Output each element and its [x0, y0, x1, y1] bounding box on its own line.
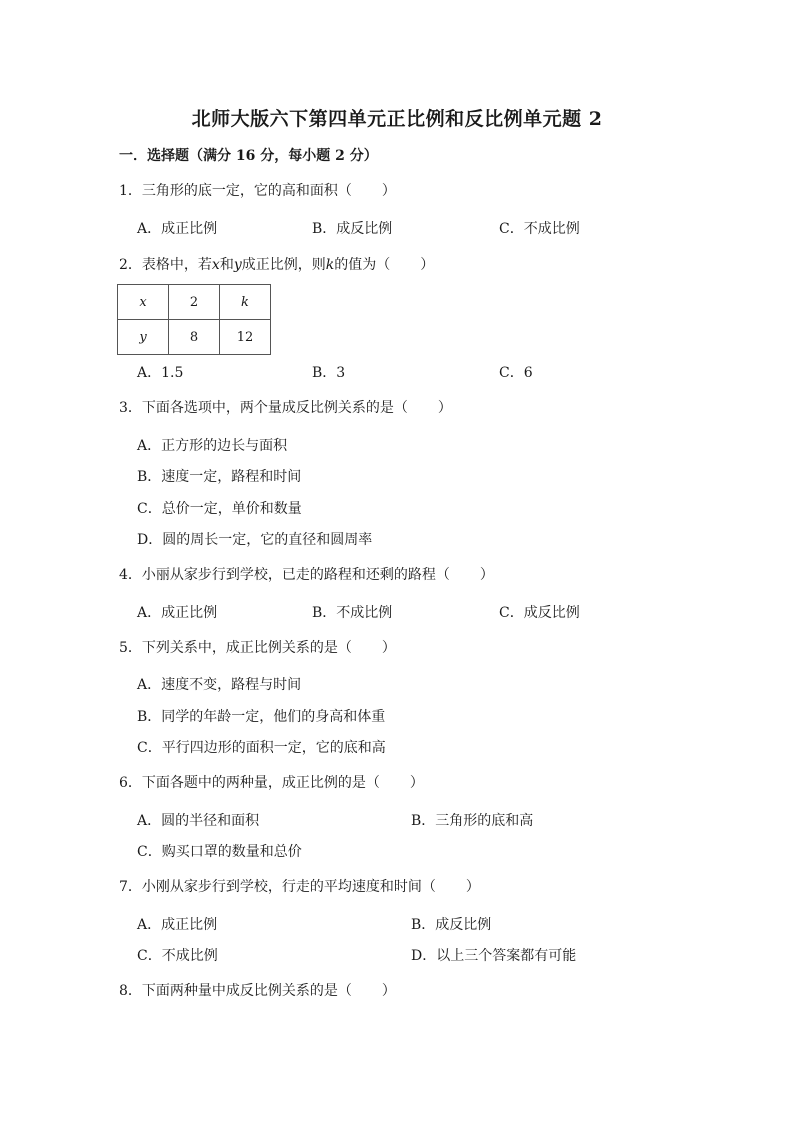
var-x: x [211, 257, 220, 273]
question-2-post: 的值为（ [334, 257, 391, 273]
question-2-table [117, 284, 271, 355]
table-cell: k [220, 285, 271, 320]
question-7-close: ） [465, 879, 480, 895]
question-6-option-b: B．三角形的底和高 [411, 813, 534, 829]
question-5-option-c: C．平行四边形的面积一定，它的底和高 [137, 740, 386, 756]
question-2-option-c: C．6 [499, 365, 533, 381]
question-3-option-c: C．总价一定，单价和数量 [137, 501, 302, 517]
question-7-option-a: A．成正比例 [137, 917, 218, 933]
question-8 [119, 980, 396, 1000]
question-5 [119, 637, 396, 657]
page-title: 北师大版六下第四单元正比例和反比例单元题 2 [191, 108, 603, 130]
question-4-option-a: A．成正比例 [137, 605, 218, 621]
question-2 [119, 254, 434, 274]
question-7-text: 7．小刚从家步行到学校，行走的平均速度和时间（ [119, 879, 436, 895]
question-5-close: ） [381, 640, 396, 656]
question-2-option-b: B．3 [312, 365, 346, 381]
var-y: y [233, 257, 242, 273]
question-2-close: ） [420, 257, 435, 273]
question-1-option-c: C．不成比例 [499, 221, 580, 237]
var-k: k [325, 257, 335, 273]
question-7-option-b: B．成反比例 [411, 917, 492, 933]
question-6-option-a: A．圆的半径和面积 [137, 813, 260, 829]
table-row [118, 285, 271, 320]
question-4-close: ） [479, 567, 494, 583]
question-6-close: ） [409, 775, 424, 791]
question-8-close: ） [381, 983, 396, 999]
question-2-mid: 成正比例，则 [241, 257, 326, 273]
question-1-option-a: A．成正比例 [137, 221, 218, 237]
question-3-option-a: A．正方形的边长与面积 [137, 438, 288, 454]
question-2-pre: 2．表格中，若 [119, 257, 212, 273]
question-1-option-b: B．成反比例 [312, 221, 393, 237]
table-row [118, 320, 271, 355]
question-5-option-a: A．速度不变，路程与时间 [137, 677, 302, 693]
question-6-option-c: C．购买口罩的数量和总价 [137, 844, 302, 860]
question-4-option-b: B．不成比例 [312, 605, 393, 621]
table-cell: 12 [220, 320, 271, 355]
table-cell: y [118, 320, 169, 355]
table-cell: 8 [169, 320, 220, 355]
question-8-text: 8．下面两种量中成反比例关系的是（ [119, 983, 352, 999]
question-2-option-a: A．1.5 [137, 365, 184, 381]
question-4 [119, 564, 494, 584]
question-2-and: 和 [219, 257, 234, 273]
table-cell: x [118, 285, 169, 320]
question-5-option-b: B．同学的年龄一定，他们的身高和体重 [137, 709, 386, 725]
question-5-text: 5．下列关系中，成正比例关系的是（ [119, 640, 352, 656]
question-7 [119, 876, 480, 896]
question-4-text: 4．小丽从家步行到学校，已走的路程和还剩的路程（ [119, 567, 450, 583]
question-7-option-d: D．以上三个答案都有可能 [411, 948, 577, 964]
question-6-text: 6．下面各题中的两种量，成正比例的是（ [119, 775, 380, 791]
question-1 [119, 180, 396, 200]
question-4-option-c: C．成反比例 [499, 605, 580, 621]
question-1-text: 1．三角形的底一定，它的高和面积（ [119, 183, 352, 199]
question-3-option-b: B．速度一定，路程和时间 [137, 469, 302, 485]
section-heading: 一．选择题（满分 16 分，每小题 2 分） [119, 148, 378, 164]
question-3 [119, 397, 452, 417]
question-7-option-c: C．不成比例 [137, 948, 218, 964]
question-1-close: ） [381, 183, 396, 199]
question-6 [119, 772, 424, 792]
question-3-close: ） [437, 400, 452, 416]
question-3-option-d: D．圆的周长一定，它的直径和圆周率 [137, 532, 373, 548]
question-3-text: 3．下面各选项中，两个量成反比例关系的是（ [119, 400, 408, 416]
table-cell: 2 [169, 285, 220, 320]
